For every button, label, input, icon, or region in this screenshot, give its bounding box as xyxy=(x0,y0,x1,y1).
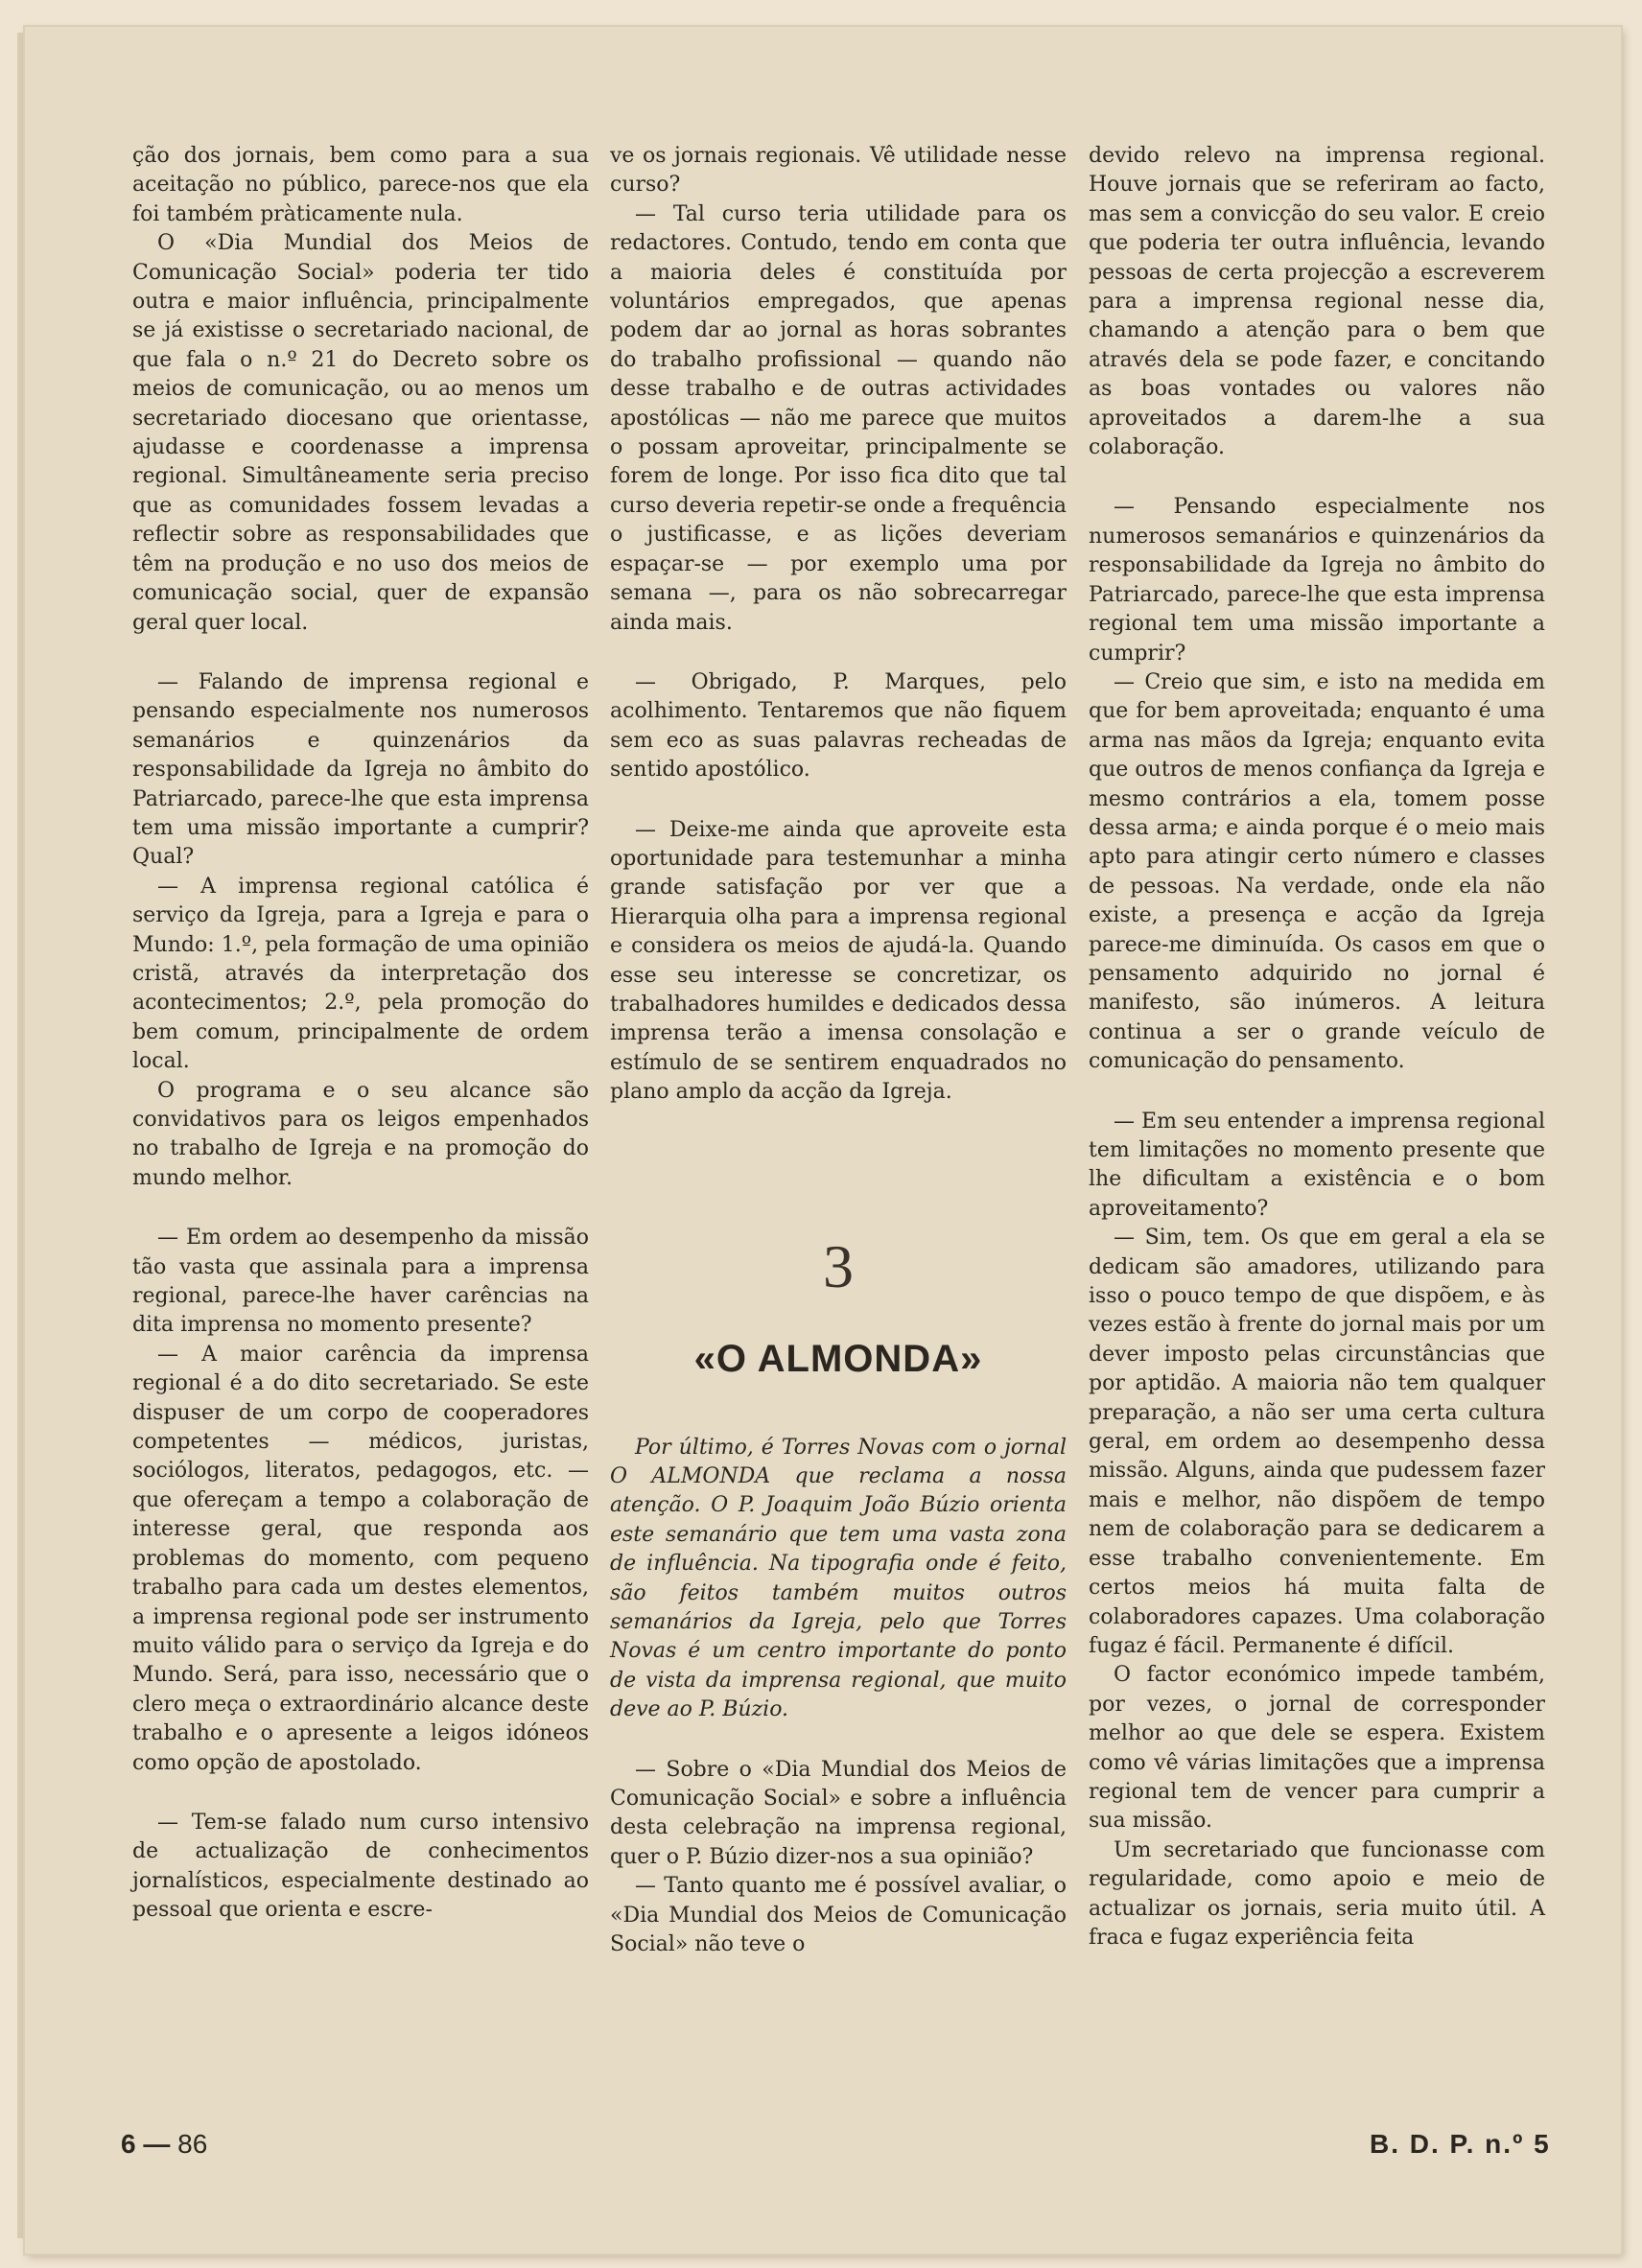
text-column-3 xyxy=(1089,142,1545,1952)
answer-paragraph: — Tanto quanto me é possível avaliar, o «Dia Mundial dos Meios de Comunicação Social» não teve o xyxy=(610,1874,1067,1957)
paragraph: — Obrigado, P. Marques, pelo acolhimento. Tentaremos que não fiquem sem eco as suas palavras recheadas de sentido apostólico. xyxy=(610,669,1067,783)
text-column-1 xyxy=(132,142,589,1926)
paragraph: ve os jornais regionais. Vê utilidade nesse curso? xyxy=(610,144,1067,198)
question-paragraph: — Pensando especialmente nos numerosos semanários e quinzenários da responsabilidade da Igreja no âmbito do Patriarcado, parece-lhe que esta imprensa regional tem uma missão importante a cumprir? xyxy=(1089,495,1545,666)
paragraph: — Deixe-me ainda que aproveite esta oportunidade para testemunhar a minha grande satisfação por ver que a Hierarquia olha para a imprensa regional e considera os meios de ajudá-la. Quando esse seu interesse se concretizar, os trabalhadores humildes e dedicados dessa imprensa terão a imensa consolação e estímulo de se sentirem enquadrados no plano amplo da acção da Igreja. xyxy=(610,817,1067,1105)
question-paragraph: — Falando de imprensa regional e pensando especialmente nos numerosos semanários e quinzenários da responsabilidade da Igreja no âmbito do Patriarcado, parece-lhe que esta imprensa tem uma missão importante a cumprir? Qual? xyxy=(132,669,589,870)
paragraph: O programa e o seu alcance são convidativos para os leigos empenhados no trabalho de Igreja e na promoção do mundo melhor. xyxy=(132,1078,589,1190)
paragraph: Um secretariado que funcionasse com regularidade, como apoio e meio de actualizar os jornais, seria muito útil. A fraca e fugaz experiência feita xyxy=(1089,1837,1545,1950)
text-column-2 xyxy=(610,142,1067,1960)
question-paragraph: — Tem-se falado num curso intensivo de actualização de conhecimentos jornalísticos, especialmente destinado ao pessoal que orienta e escre- xyxy=(132,1810,589,1923)
paragraph: O «Dia Mundial dos Meios de Comunicação Social» poderia ter tido outra e maior influência, principalmente se já existisse o secretariado nacional, de que fala o n.º 21 do Decreto sobre os meios de comunicação, ou ao menos um secretariado diocesano que orientasse, ajudasse e coordenasse a imprensa regional. Simultâneamente seria preciso que as comunidades fossem levadas a reflectir sobre as responsabilidades que têm na produção e no uso dos meios de comunicação social, quer de expansão geral quer local. xyxy=(132,231,589,635)
answer-paragraph: — Creio que sim, e isto na medida em que for bem aproveitada; enquanto é uma arma nas mãos da Igreja; enquanto evita que outros de menos confiança da Igreja e mesmo contrários a ela, tomem posse dessa arma; e ainda porque é o meio mais apto para atingir certo número e classes de pessoas. Na verdade, onde ela não existe, a presença e acção da Igreja parece-me diminuída. Os casos em que o pensamento adquirido no jornal é manifesto, são inúmeros. A leitura continua a ser o grande veículo de comunicação do pensamento. xyxy=(1089,669,1545,1074)
paragraph: O factor económico impede também, por vezes, o jornal de corresponder melhor ao que dele se espera. Existem como vê várias limitações que a imprensa regional tem de vencer para cumprir a sua missão. xyxy=(1089,1663,1545,1834)
page-number-prefix: 6 — xyxy=(121,2129,178,2159)
answer-paragraph: — Sim, tem. Os que em geral a ela se dedicam são amadores, utilizando para isso o pouco tempo de que dispõem, e às vezes estão à frente do jornal mais por um dever imposto pelas circunstâncias que por aptidão. A maioria não tem qualquer preparação, a não ser uma certa cultura geral, em ordem ao desempenho dessa missão. Alguns, ainda que pudessem fazer mais e melhor, não dispõem de tempo nem de colaboração para se dedicarem a esse trabalho convenientemente. Em certos meios há muita falta de colaboradores capazes. Uma colaboração fugaz é fácil. Permanente é difícil. xyxy=(1089,1226,1545,1658)
question-paragraph: — Sobre o «Dia Mundial dos Meios de Comunicação Social» e sobre a influência desta celebração na imprensa regional, quer o P. Búzio dizer-nos a sua opinião? xyxy=(610,1757,1067,1869)
page-number xyxy=(121,2129,207,2160)
question-paragraph: — Em ordem ao desempenho da missão tão vasta que assinala para a imprensa regional, parece-lhe haver carências na dita imprensa no momento presente? xyxy=(132,1226,589,1338)
answer-paragraph: — A maior carência da imprensa regional é a do dito secretariado. Se este dispuser de um corpo de cooperadores competentes — médicos, juristas, sociólogos, literatos, pedagogos, etc. — que ofereçam a tempo a colaboração de interesse geral, que responda aos problemas do momento, com pequeno trabalho para cada um destes elementos, a imprensa regional pode ser instrumento muito válido para o serviço da Igreja e do Mundo. Será, para isso, necessário que o clero meça o extraordinário alcance deste trabalho e o apresente a leigos idóneos como opção de apostolado. xyxy=(132,1342,589,1775)
page-number-value: 86 xyxy=(177,2129,208,2159)
page-edge-shadow xyxy=(17,33,25,2238)
answer-paragraph: — Tal curso teria utilidade para os redactores. Contudo, tendo em conta que a maioria deles é constituída por voluntários empregados, que apenas podem dar ao jornal as horas sobrantes do trabalho profissional — quando não desse trabalho e de outras actividades apostólicas — não me parece que muitos o possam aproveitar, principalmente se forem de longe. Por isso fica dito que tal curso deveria repetir-se onde a frequência o justificasse, e as lições deveriam espaçar-se — por exemplo uma por semana —, para os não sobrecarregar ainda mais. xyxy=(610,201,1067,635)
publication-issue: B. D. P. n.º 5 xyxy=(1370,2129,1551,2159)
paragraph: ção dos jornais, bem como para a sua aceitação no público, parece-nos que ela foi também pràticamente nula. xyxy=(132,144,589,226)
answer-paragraph: — A imprensa regional católica é serviço da Igreja, para a Igreja e para o Mundo: 1.º, pela formação de uma opinião cristã, através da interpretação dos acontecimentos; 2.º, pela promoção do bem comum, principalmente de ordem local. xyxy=(132,874,589,1074)
paragraph: devido relevo na imprensa regional. Houve jornais que se referiram ao facto, mas sem a convicção do seu valor. E creio que poderia ter outra influência, levando pessoas de certa projecção a escreverem para a imprensa regional nesse dia, chamando a atenção para o bem que através dela se pode fazer, e concitando as boas vontades ou valores não aproveitados a darem-lhe a sua colaboração. xyxy=(1089,144,1545,460)
intro-paragraph: Por último, é Torres Novas com o jornal O ALMONDA que reclama a nossa atenção. O P. Joaquim João Búzio orienta este semanário que tem uma vasta zona de influência. Na tipografia onde é feito, são feitos também muitos outros semanários da Igreja, pelo que Torres Novas é um centro importante do ponto de vista da imprensa regional, que muito deve ao P. Búzio. xyxy=(610,1435,1067,1722)
section-number: 3 xyxy=(823,1231,854,1300)
question-paragraph: — Em seu entender a imprensa regional tem limitações no momento presente que lhe dificultam a existência e o bom aproveitamento? xyxy=(1089,1109,1545,1221)
section-title: «O ALMONDA» xyxy=(693,1337,983,1380)
